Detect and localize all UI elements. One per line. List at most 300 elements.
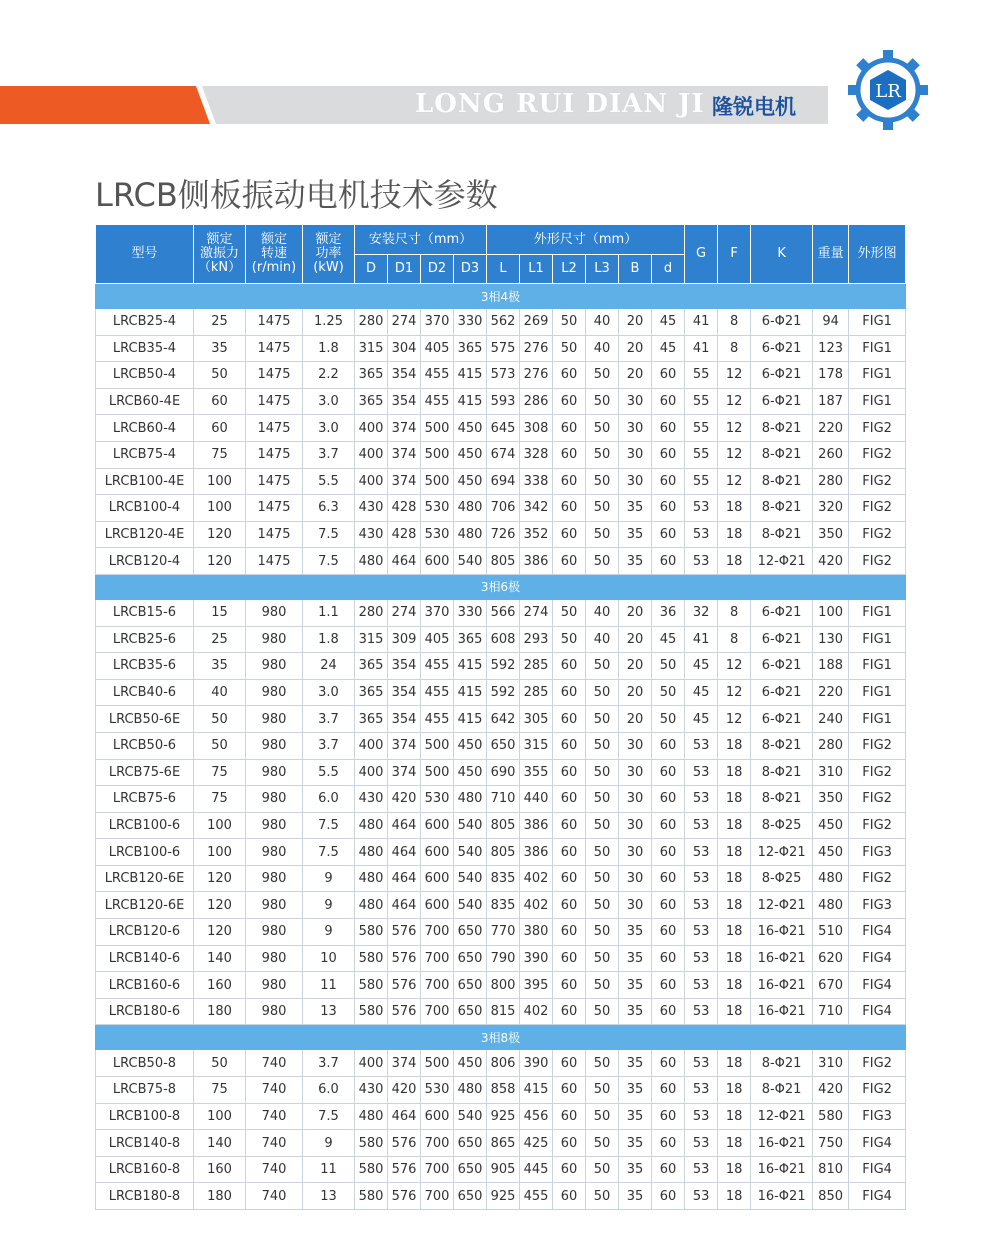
table-cell: 530	[421, 495, 454, 522]
table-cell: 220	[813, 679, 849, 706]
table-cell: 464	[388, 812, 421, 839]
table-cell: 53	[685, 732, 718, 759]
table-cell: 60	[553, 786, 586, 813]
table-cell: FIG1	[849, 309, 906, 336]
table-cell: 60	[553, 892, 586, 919]
col-d3: D3	[454, 255, 487, 284]
table-cell: 480	[355, 1103, 388, 1130]
table-row	[96, 388, 906, 415]
table-cell: 280	[355, 599, 388, 626]
table-cell: 365	[355, 679, 388, 706]
table-cell: 120	[194, 919, 246, 946]
table-cell: 40	[586, 599, 619, 626]
table-cell: 430	[355, 495, 388, 522]
table-cell: 45	[652, 626, 685, 653]
table-cell: 60	[553, 1103, 586, 1130]
table-cell: 415	[454, 679, 487, 706]
table-cell: 980	[246, 653, 303, 680]
table-cell: 865	[487, 1130, 520, 1157]
table-cell: FIG1	[849, 388, 906, 415]
table-cell: 60	[553, 1077, 586, 1104]
table-cell: 16-Φ21	[751, 972, 813, 999]
col-outline-group: 外形尺寸（mm）	[487, 225, 685, 255]
table-cell: 75	[194, 441, 246, 468]
page-title: LRCB侧板振动电机技术参数	[95, 176, 498, 214]
table-cell: 11	[303, 972, 355, 999]
table-cell: 45	[685, 706, 718, 733]
table-cell: 50	[553, 309, 586, 336]
table-cell: 53	[685, 919, 718, 946]
table-cell: 274	[520, 599, 553, 626]
table-cell: 30	[619, 388, 652, 415]
col-small-d: d	[652, 255, 685, 284]
table-row	[96, 468, 906, 495]
table-cell: 425	[520, 1130, 553, 1157]
table-cell: 285	[520, 679, 553, 706]
table-cell: 645	[487, 415, 520, 442]
table-cell: 12	[718, 679, 751, 706]
table-cell: 690	[487, 759, 520, 786]
table-row	[96, 759, 906, 786]
table-cell: 50	[194, 706, 246, 733]
table-cell: 374	[388, 759, 421, 786]
table-cell: 36	[652, 599, 685, 626]
table-cell: 8-Φ25	[751, 865, 813, 892]
table-cell: 540	[454, 892, 487, 919]
company-logo-icon	[842, 44, 934, 136]
table-cell: 650	[454, 998, 487, 1025]
table-cell: 575	[487, 335, 520, 362]
table-cell: 60	[553, 362, 586, 389]
group-label: 3相8极	[96, 1025, 906, 1050]
table-cell: 16-Φ21	[751, 919, 813, 946]
table-cell: 120	[194, 865, 246, 892]
table-cell: 726	[487, 521, 520, 548]
table-cell: 280	[813, 468, 849, 495]
brand-name-cn: 隆锐电机	[712, 95, 796, 119]
table-cell: 980	[246, 865, 303, 892]
table-cell: 310	[813, 759, 849, 786]
table-cell: 60	[553, 521, 586, 548]
table-cell: 30	[619, 786, 652, 813]
table-cell: FIG4	[849, 998, 906, 1025]
table-cell: 455	[421, 706, 454, 733]
table-cell: 480	[813, 892, 849, 919]
header-accent-stripe	[0, 86, 210, 124]
table-cell: 835	[487, 865, 520, 892]
table-cell: 35	[619, 548, 652, 575]
table-cell: 120	[194, 521, 246, 548]
table-cell: 7.5	[303, 548, 355, 575]
table-cell: 6-Φ21	[751, 599, 813, 626]
table-cell: 40	[586, 335, 619, 362]
table-cell: 1475	[246, 362, 303, 389]
table-cell: 60	[553, 388, 586, 415]
table-cell: 50	[586, 1156, 619, 1183]
table-cell: 25	[194, 309, 246, 336]
table-cell: 562	[487, 309, 520, 336]
table-cell: FIG1	[849, 626, 906, 653]
table-cell: 60	[652, 919, 685, 946]
table-cell: FIG4	[849, 919, 906, 946]
table-cell: 365	[355, 706, 388, 733]
table-cell: 3.7	[303, 706, 355, 733]
table-cell: 500	[421, 441, 454, 468]
table-cell: 6-Φ21	[751, 335, 813, 362]
table-cell: 450	[454, 1050, 487, 1077]
table-cell: 75	[194, 1077, 246, 1104]
table-row	[96, 362, 906, 389]
table-cell: 400	[355, 415, 388, 442]
table-cell: 315	[355, 626, 388, 653]
table-cell: 60	[553, 1156, 586, 1183]
table-cell: 18	[718, 495, 751, 522]
table-cell: 13	[303, 1183, 355, 1210]
table-cell: 750	[813, 1130, 849, 1157]
table-cell: LRCB120-4E	[96, 521, 194, 548]
table-cell: 60	[553, 812, 586, 839]
table-cell: LRCB140-6	[96, 945, 194, 972]
table-cell: 60	[553, 919, 586, 946]
table-cell: LRCB75-6	[96, 786, 194, 813]
table-cell: 700	[421, 1156, 454, 1183]
table-cell: LRCB25-6	[96, 626, 194, 653]
table-cell: 41	[685, 626, 718, 653]
table-cell: FIG1	[849, 706, 906, 733]
table-cell: FIG4	[849, 1183, 906, 1210]
table-cell: 576	[388, 1130, 421, 1157]
table-cell: 374	[388, 468, 421, 495]
table-cell: 50	[586, 1077, 619, 1104]
table-cell: 430	[355, 521, 388, 548]
table-cell: FIG3	[849, 1103, 906, 1130]
table-cell: 12	[718, 468, 751, 495]
table-cell: 53	[685, 1130, 718, 1157]
table-cell: 1475	[246, 441, 303, 468]
col-weight: 重量	[813, 225, 849, 284]
table-cell: LRCB75-6E	[96, 759, 194, 786]
table-cell: 50	[586, 865, 619, 892]
table-cell: 100	[194, 812, 246, 839]
table-cell: 8-Φ21	[751, 1077, 813, 1104]
table-cell: 608	[487, 626, 520, 653]
table-cell: 220	[813, 415, 849, 442]
brand-name-en: LONG RUI DIAN JI	[415, 89, 705, 119]
table-cell: 20	[619, 706, 652, 733]
col-f: F	[718, 225, 751, 284]
table-cell: 120	[194, 548, 246, 575]
table-cell: 480	[454, 786, 487, 813]
table-cell: 464	[388, 548, 421, 575]
table-cell: 386	[520, 548, 553, 575]
table-cell: 6-Φ21	[751, 362, 813, 389]
table-cell: 50	[586, 1103, 619, 1130]
table-cell: 35	[619, 998, 652, 1025]
table-cell: 365	[355, 388, 388, 415]
table-cell: 456	[520, 1103, 553, 1130]
table-cell: 55	[685, 441, 718, 468]
logo-text: LR	[875, 81, 901, 102]
table-cell: 3.7	[303, 732, 355, 759]
table-cell: 60	[553, 732, 586, 759]
table-cell: 480	[454, 1077, 487, 1104]
table-cell: 18	[718, 972, 751, 999]
table-cell: 53	[685, 812, 718, 839]
table-cell: 274	[388, 309, 421, 336]
table-cell: 11	[303, 1156, 355, 1183]
table-cell: 1475	[246, 521, 303, 548]
table-cell: 540	[454, 1103, 487, 1130]
table-cell: 573	[487, 362, 520, 389]
table-cell: 480	[355, 865, 388, 892]
table-cell: 440	[520, 786, 553, 813]
table-cell: LRCB120-6E	[96, 865, 194, 892]
table-cell: 60	[652, 972, 685, 999]
table-cell: 8	[718, 335, 751, 362]
table-cell: 3.0	[303, 415, 355, 442]
table-cell: 18	[718, 1077, 751, 1104]
table-cell: 980	[246, 706, 303, 733]
col-install-group: 安装尺寸（mm）	[355, 225, 487, 255]
table-cell: 53	[685, 495, 718, 522]
table-cell: 650	[454, 1156, 487, 1183]
table-cell: 8-Φ21	[751, 1050, 813, 1077]
table-cell: 25	[194, 626, 246, 653]
table-cell: 188	[813, 653, 849, 680]
table-cell: 35	[619, 1156, 652, 1183]
table-cell: 35	[619, 1050, 652, 1077]
table-cell: LRCB100-6	[96, 839, 194, 866]
table-cell: LRCB120-4	[96, 548, 194, 575]
table-cell: 3.0	[303, 679, 355, 706]
table-cell: 430	[355, 1077, 388, 1104]
table-cell: 415	[454, 362, 487, 389]
table-cell: 9	[303, 865, 355, 892]
table-cell: 60	[553, 679, 586, 706]
table-cell: 60	[652, 1103, 685, 1130]
table-cell: 1475	[246, 309, 303, 336]
table-cell: FIG4	[849, 945, 906, 972]
table-cell: 480	[454, 521, 487, 548]
table-cell: 694	[487, 468, 520, 495]
table-cell: 120	[194, 892, 246, 919]
table-cell: 32	[685, 599, 718, 626]
table-cell: 20	[619, 599, 652, 626]
table-cell: 60	[652, 945, 685, 972]
table-cell: 12-Φ21	[751, 548, 813, 575]
table-cell: 60	[553, 1050, 586, 1077]
table-cell: 41	[685, 335, 718, 362]
table-cell: 530	[421, 1077, 454, 1104]
table-cell: 60	[652, 998, 685, 1025]
table-cell: 18	[718, 1130, 751, 1157]
table-cell: 374	[388, 441, 421, 468]
table-cell: FIG3	[849, 839, 906, 866]
table-cell: 386	[520, 839, 553, 866]
table-row	[96, 786, 906, 813]
table-cell: 455	[421, 653, 454, 680]
table-cell: 580	[355, 945, 388, 972]
table-cell: 576	[388, 1183, 421, 1210]
table-cell: 6.0	[303, 786, 355, 813]
table-cell: 1475	[246, 495, 303, 522]
table-cell: 2.2	[303, 362, 355, 389]
table-cell: 805	[487, 548, 520, 575]
table-cell: 405	[421, 626, 454, 653]
table-cell: 304	[388, 335, 421, 362]
table-row	[96, 1130, 906, 1157]
table-cell: 12	[718, 388, 751, 415]
table-cell: 24	[303, 653, 355, 680]
table-cell: 60	[553, 706, 586, 733]
table-cell: 50	[586, 441, 619, 468]
table-cell: 35	[619, 1103, 652, 1130]
table-cell: 30	[619, 468, 652, 495]
table-cell: 374	[388, 732, 421, 759]
table-cell: 740	[246, 1077, 303, 1104]
table-cell: 480	[355, 548, 388, 575]
table-cell: 510	[813, 919, 849, 946]
table-cell: 100	[194, 1103, 246, 1130]
table-cell: 55	[685, 362, 718, 389]
table-row	[96, 679, 906, 706]
col-d2: D2	[421, 255, 454, 284]
table-row	[96, 998, 906, 1025]
table-cell: 8-Φ25	[751, 812, 813, 839]
table-cell: 415	[454, 388, 487, 415]
table-cell: 15	[194, 599, 246, 626]
table-cell: 1.8	[303, 335, 355, 362]
table-cell: 710	[487, 786, 520, 813]
table-cell: 710	[813, 998, 849, 1025]
table-cell: 480	[813, 865, 849, 892]
table-cell: 20	[619, 309, 652, 336]
table-cell: LRCB75-4	[96, 441, 194, 468]
table-cell: FIG2	[849, 1050, 906, 1077]
table-cell: FIG2	[849, 786, 906, 813]
table-cell: 8-Φ21	[751, 732, 813, 759]
table-cell: 60	[652, 892, 685, 919]
table-cell: 50	[586, 653, 619, 680]
table-cell: LRCB100-8	[96, 1103, 194, 1130]
table-cell: 580	[355, 972, 388, 999]
table-row	[96, 335, 906, 362]
table-cell: LRCB60-4	[96, 415, 194, 442]
table-cell: 740	[246, 1050, 303, 1077]
table-cell: 455	[520, 1183, 553, 1210]
table-cell: 1475	[246, 388, 303, 415]
table-cell: 445	[520, 1156, 553, 1183]
table-cell: 50	[586, 362, 619, 389]
table-cell: 50	[586, 759, 619, 786]
table-cell: 53	[685, 521, 718, 548]
table-cell: 60	[652, 1156, 685, 1183]
table-cell: 905	[487, 1156, 520, 1183]
table-row	[96, 1183, 906, 1210]
table-cell: 390	[520, 1050, 553, 1077]
table-cell: 18	[718, 1050, 751, 1077]
table-cell: 12	[718, 653, 751, 680]
table-cell: 415	[454, 706, 487, 733]
table-cell: 354	[388, 362, 421, 389]
table-cell: 18	[718, 548, 751, 575]
table-cell: 580	[355, 1183, 388, 1210]
table-cell: 530	[421, 521, 454, 548]
table-cell: 35	[619, 1077, 652, 1104]
table-row	[96, 599, 906, 626]
table-cell: 45	[652, 335, 685, 362]
table-cell: 365	[355, 362, 388, 389]
table-cell: 12	[718, 441, 751, 468]
table-cell: 740	[246, 1183, 303, 1210]
table-cell: 60	[652, 786, 685, 813]
table-cell: FIG1	[849, 599, 906, 626]
table-cell: 1475	[246, 468, 303, 495]
table-cell: 925	[487, 1183, 520, 1210]
table-cell: 53	[685, 1103, 718, 1130]
table-cell: 1475	[246, 548, 303, 575]
table-cell: 593	[487, 388, 520, 415]
table-cell: 6-Φ21	[751, 679, 813, 706]
table-cell: 60	[652, 548, 685, 575]
table-cell: LRCB75-8	[96, 1077, 194, 1104]
table-cell: 308	[520, 415, 553, 442]
table-cell: 342	[520, 495, 553, 522]
table-cell: 50	[586, 919, 619, 946]
table-cell: 650	[454, 972, 487, 999]
table-cell: 60	[194, 415, 246, 442]
table-cell: 60	[553, 998, 586, 1025]
table-cell: 980	[246, 759, 303, 786]
table-cell: 315	[520, 732, 553, 759]
table-cell: 980	[246, 998, 303, 1025]
table-cell: 140	[194, 945, 246, 972]
table-cell: 50	[194, 732, 246, 759]
table-cell: 450	[454, 732, 487, 759]
table-cell: 386	[520, 812, 553, 839]
table-cell: FIG4	[849, 1130, 906, 1157]
table-cell: 350	[813, 521, 849, 548]
table-cell: 500	[421, 759, 454, 786]
table-cell: 18	[718, 865, 751, 892]
table-row	[96, 521, 906, 548]
table-cell: FIG2	[849, 415, 906, 442]
table-cell: 50	[586, 998, 619, 1025]
table-cell: 576	[388, 1156, 421, 1183]
table-cell: 620	[813, 945, 849, 972]
table-cell: 8	[718, 626, 751, 653]
table-cell: 75	[194, 759, 246, 786]
table-cell: 420	[388, 1077, 421, 1104]
table-cell: 850	[813, 1183, 849, 1210]
table-cell: 365	[454, 626, 487, 653]
table-cell: 650	[454, 1130, 487, 1157]
table-row	[96, 1050, 906, 1077]
table-cell: 354	[388, 653, 421, 680]
table-cell: 642	[487, 706, 520, 733]
table-row	[96, 495, 906, 522]
table-cell: 7.5	[303, 839, 355, 866]
table-cell: 540	[454, 548, 487, 575]
table-cell: 6-Φ21	[751, 706, 813, 733]
table-cell: 390	[520, 945, 553, 972]
table-cell: 60	[652, 732, 685, 759]
table-cell: 815	[487, 998, 520, 1025]
table-cell: 285	[520, 653, 553, 680]
table-cell: 650	[454, 1183, 487, 1210]
table-cell: 8-Φ21	[751, 495, 813, 522]
table-cell: 350	[813, 786, 849, 813]
